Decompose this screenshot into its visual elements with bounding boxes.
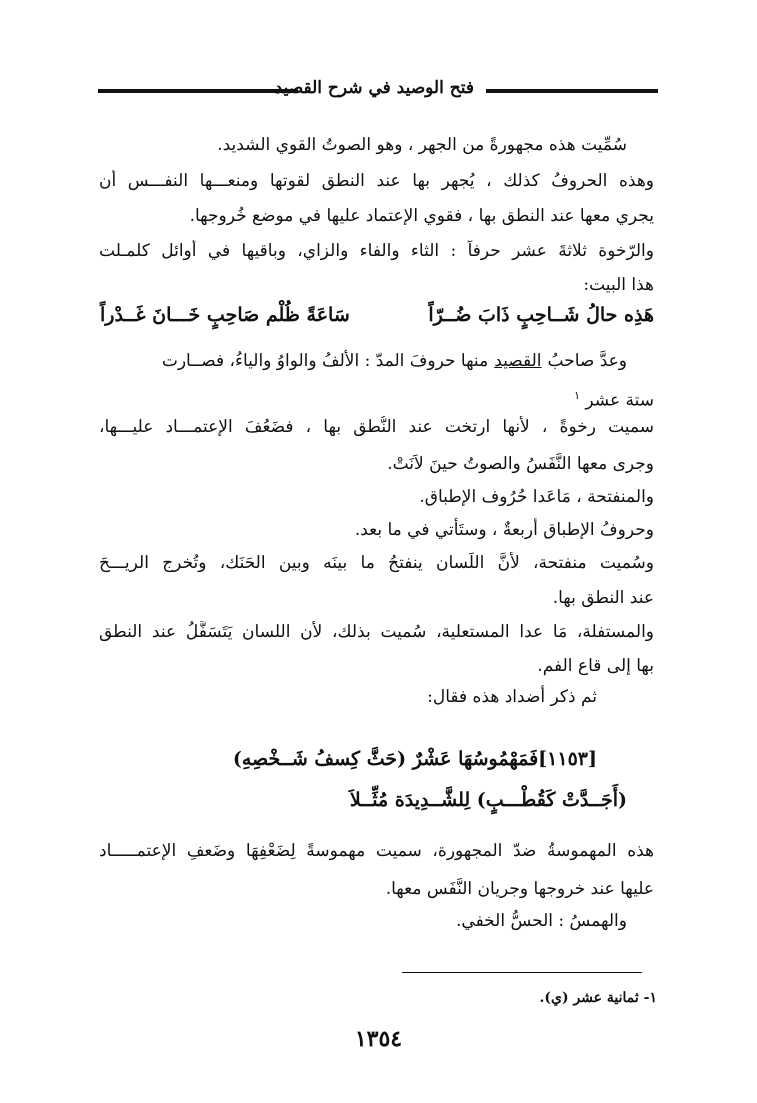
body-line-14: والمستفلة، مَا عدا المستعلية، سُميت بذلك، لأن اللسان يَتَسَفَّلُ عند النطق (99, 622, 654, 642)
header-title: فتح الوصيد في شرح القصيد (274, 78, 474, 98)
body-line-13: عند النطق بها. (552, 588, 654, 608)
underlined-word: القصيد (494, 351, 542, 371)
body-line-6-start: وعدَّ صاحبُ (547, 351, 627, 371)
body-line-6 (100, 350, 627, 372)
body-line-18: عليها عند خروجها وجريان النَّفَس معها. (385, 879, 654, 899)
footnote-separator (402, 972, 642, 973)
body-line-7-text: ستة عشر (585, 390, 654, 411)
body-line-17: هذه المهموسةُ ضدّ المجهورة، سميت مهموسةً لِضَعْفِهَا وضَعفِ الإعتمـــــاد (99, 841, 654, 861)
verse-2-line-2: (أَجَــدَّتْ كَقُطْـــبٍ) لِلشَّــدِيدَة مُثِّــلاَ (349, 789, 627, 811)
body-line-3: يجري معها عند النطق بها ، فقوي الإعتماد عليها في موضع خُروجها. (189, 206, 654, 226)
body-line-19: والهمسُ : الحسُّ الخفي. (456, 911, 627, 931)
footnote-marker: ١ (574, 389, 580, 402)
body-line-5: هذا البيت: (583, 275, 654, 295)
body-line-9: وجرى معها النَّفَسُ والصوتُ حينَ لاَنَتْ. (387, 454, 654, 474)
header-rule-left (98, 89, 298, 93)
body-line-2: وهذه الحروفُ كذلك ، يُجهر بها عند النطق لقوتها ومنعـــها النفـــس أن (99, 171, 654, 191)
body-line-11: وحروفُ الإطباق أربعةٌ ، وستَأتي في ما بعد. (354, 520, 654, 540)
page-number: ١٣٥٤ (354, 1026, 403, 1052)
body-line-1: سُمِّيت هذه مجهورةً من الجهر ، وهو الصوتُ القوي الشديد. (217, 135, 627, 155)
body-line-7 (574, 385, 654, 412)
verse-2-line-1: [١١٥٣]فَمَهْمُوسُهَا عَشْرٌ (حَثَّ كِسفُ شَــخْصِهِ) (232, 748, 597, 770)
body-line-8: سميت رخوةً ، لأنها ارتخت عند النُّطق بها ، فضَعُفَ الإعتمـــاد عليـــها، (99, 417, 654, 437)
running-header (98, 78, 658, 104)
body-line-12: وسُميت منفتحة، لأنَّ اللِّسان ينفتحُ ما بينَه وبين الحَنَك، وتُخرج الريـــحَ (99, 553, 654, 573)
body-line-4: والرّخوة ثلاثةَ عشر حرفاً : الثاء والفاء والزاي، وباقيها في أوائل كلمـلت (99, 241, 654, 261)
body-line-15: بها إلى قاع الفم. (537, 656, 654, 676)
body-line-10: والمنفتحة ، مَاعَدا حُرُوف الإطباق. (419, 487, 654, 507)
body-line-6-group (162, 350, 627, 372)
body-line-16: ثم ذكر أضداد هذه فقال: (427, 687, 597, 707)
footnote: ١- ثمانية عشر (ي). (539, 990, 657, 1006)
verse-1-hemistich-right: هَذِه حالُ شَــاحِبٍ ذَابَ ضُــرّاً (428, 304, 654, 326)
body-line-6-rest: منها حروفَ المدّ : الألفُ والواوُ والياءُ، فصــارت (161, 351, 489, 371)
verse-1-hemistich-left: سَاعَةً ظُلْم صَاحِبٍ خَـــانَ غَــدْراً (100, 304, 350, 326)
header-rule-right (486, 89, 658, 93)
